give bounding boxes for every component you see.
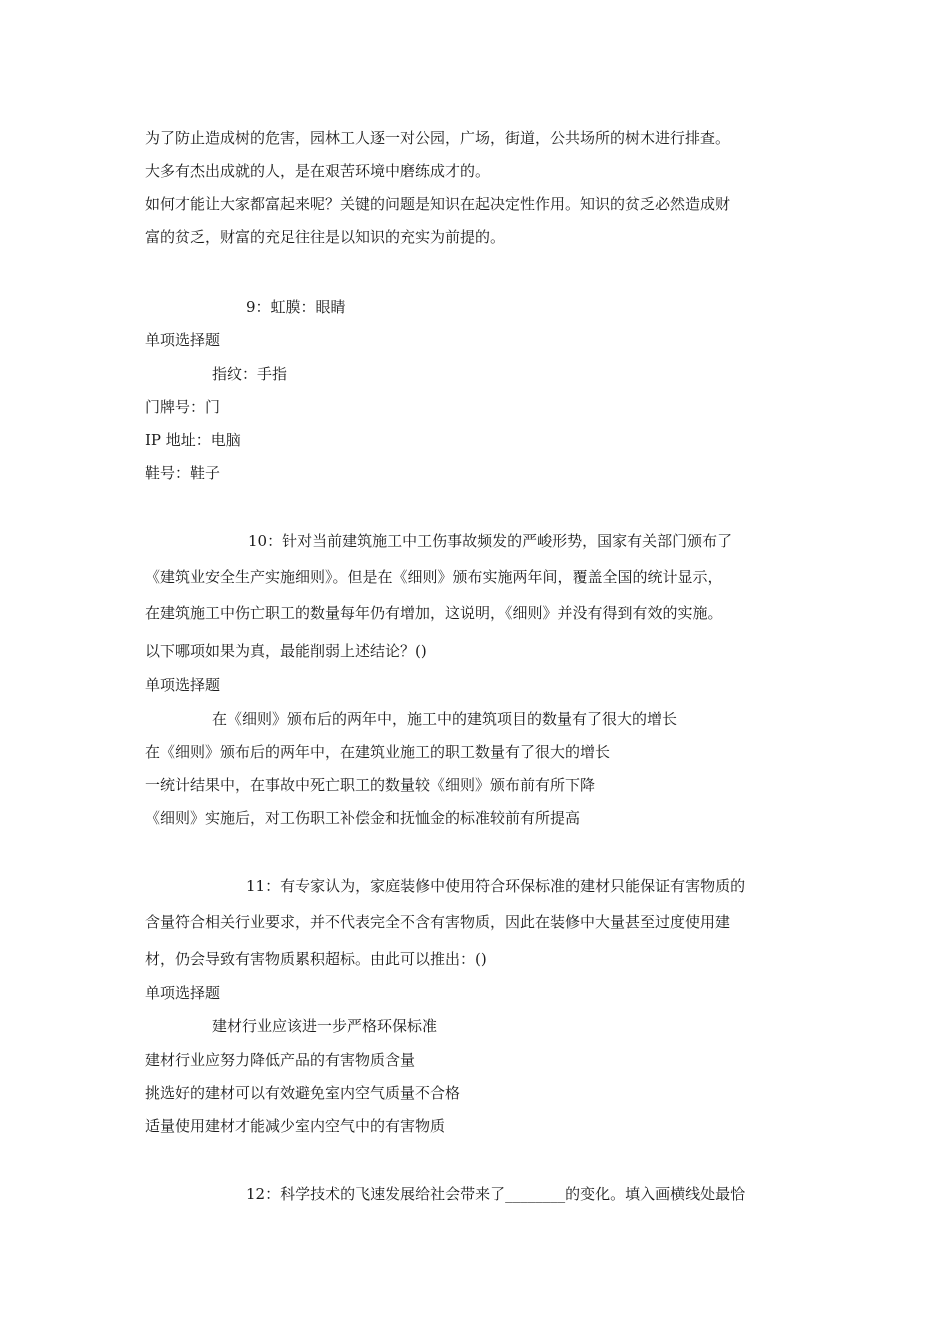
question-type: 单项选择题 bbox=[145, 984, 221, 1002]
option: 建材行业应该进一步严格环保标准 bbox=[212, 1017, 438, 1035]
option: 适量使用建材才能减少室内空气中的有害物质 bbox=[145, 1117, 446, 1135]
option: 在《细则》颁布后的两年中，施工中的建筑项目的数量有了很大的增长 bbox=[212, 710, 678, 728]
intro-line: 大多有杰出成就的人，是在艰苦环境中磨练成才的。 bbox=[145, 162, 491, 180]
option: 指纹：手指 bbox=[212, 365, 288, 383]
question-type: 单项选择题 bbox=[145, 331, 221, 349]
question-stem: 含量符合相关行业要求，并不代表完全不含有害物质，因此在装修中大量甚至过度使用建 bbox=[145, 913, 731, 931]
question-stem: 9：虹膜：眼睛 bbox=[246, 298, 346, 316]
question-stem: 材，仍会导致有害物质累积超标。由此可以推出：() bbox=[145, 950, 487, 968]
option: 挑选好的建材可以有效避免室内空气质量不合格 bbox=[145, 1084, 461, 1102]
question-stem: 在建筑施工中伤亡职工的数量每年仍有增加，这说明，《细则》并没有得到有效的实施。 bbox=[145, 604, 723, 622]
option: 《细则》实施后，对工伤职工补偿金和抚恤金的标准较前有所提高 bbox=[145, 809, 581, 827]
option: 鞋号：鞋子 bbox=[145, 464, 221, 482]
intro-line: 如何才能让大家都富起来呢？关键的问题是知识在起决定性作用。知识的贫乏必然造成财 bbox=[145, 195, 731, 213]
question-type: 单项选择题 bbox=[145, 676, 221, 694]
intro-line: 富的贫乏，财富的充足往往是以知识的充实为前提的。 bbox=[145, 228, 506, 246]
option: 建材行业应努力降低产品的有害物质含量 bbox=[145, 1051, 416, 1069]
option: 在《细则》颁布后的两年中，在建筑业施工的职工数量有了很大的增长 bbox=[145, 743, 611, 761]
question-stem: 《建筑业安全生产实施细则》。但是在《细则》颁布实施两年间，覆盖全国的统计显示， bbox=[145, 568, 723, 586]
option: 门牌号：门 bbox=[145, 398, 221, 416]
option: 一统计结果中，在事故中死亡职工的数量较《细则》颁布前有所下降 bbox=[145, 776, 596, 794]
question-stem: 12：科学技术的飞速发展给社会带来了________的变化。填入画横线处最恰 bbox=[246, 1185, 746, 1203]
question-stem: 10：针对当前建筑施工中工伤事故频发的严峻形势，国家有关部门颁布了 bbox=[248, 532, 733, 550]
question-stem: 11：有专家认为，家庭装修中使用符合环保标准的建材只能保证有害物质的 bbox=[246, 877, 746, 895]
option: IP 地址：电脑 bbox=[145, 431, 241, 449]
intro-line: 为了防止造成树的危害，园林工人逐一对公园，广场，街道，公共场所的树木进行排查。 bbox=[145, 129, 731, 147]
question-stem: 以下哪项如果为真，最能削弱上述结论？() bbox=[145, 642, 427, 660]
